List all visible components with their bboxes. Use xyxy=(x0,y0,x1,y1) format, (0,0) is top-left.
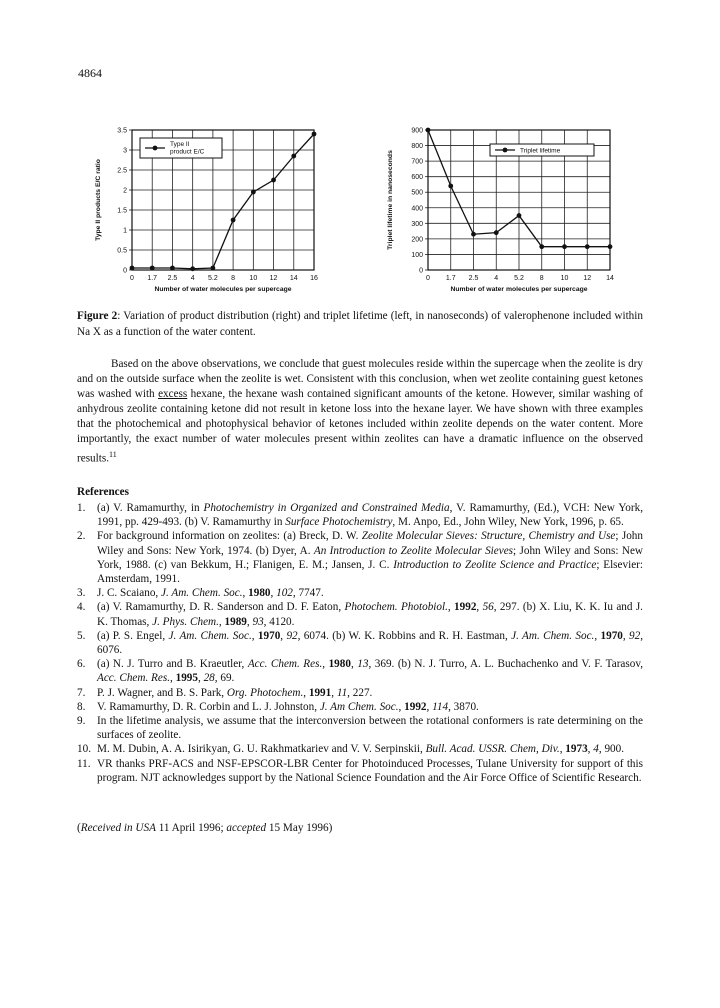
reference-text: 13 xyxy=(357,658,369,671)
reference-text: J. Phys. Chem. xyxy=(152,615,219,628)
y-tick-label: 300 xyxy=(411,220,423,228)
reference-item xyxy=(77,586,643,600)
reference-text: (a) V. Ramamurthy, in xyxy=(97,502,204,514)
reference-text: 1995 xyxy=(175,672,198,685)
reference-text: 93 xyxy=(252,615,264,628)
reference-text: V. Ramamurthy, D. R. Corbin and L. J. Johnston, xyxy=(97,700,320,713)
reference-text: , M. Anpo, Ed., John Wiley, New York, 1996, p. 65. xyxy=(392,516,624,529)
x-tick-label: 1.7 xyxy=(147,275,158,282)
data-point xyxy=(448,184,453,189)
data-point xyxy=(251,190,256,195)
reference-text: (a) P. S. Engel, xyxy=(97,629,169,642)
reference-text: , xyxy=(251,629,258,642)
data-point xyxy=(517,213,522,218)
data-point xyxy=(312,132,317,137)
reference-text: In the lifetime analysis, we assume that the interconversion between the rotational conformers is rate determining on the surfaces of zeolite. xyxy=(97,715,643,742)
reference-text: 28 xyxy=(203,672,215,685)
data-point xyxy=(585,244,590,249)
reference-text: , xyxy=(197,672,204,685)
reference-item xyxy=(77,742,643,756)
reference-text: , xyxy=(587,743,594,756)
reference-text: 1980 xyxy=(328,658,351,671)
reference-text: , xyxy=(447,601,455,614)
reference-number: 4. xyxy=(77,601,86,614)
x-tick-label: 12 xyxy=(269,275,278,282)
data-point xyxy=(170,266,175,271)
reference-text: , 369. (b) N. J. Turro, A. L. Buchachenko and V. F. Tarasov, xyxy=(368,658,644,671)
reference-text: , xyxy=(303,686,309,699)
reference-text: Zeolite Molecular Sieves: Structure, Chemistry and Use xyxy=(361,530,616,543)
page-number: 4864 xyxy=(78,66,102,80)
reference-text: , xyxy=(426,700,433,713)
reference-number: 7. xyxy=(77,686,86,699)
y-tick-label: 500 xyxy=(411,189,423,197)
reference-text: 92 xyxy=(286,629,298,642)
data-point xyxy=(210,266,215,271)
received-open: ( xyxy=(77,822,81,834)
x-tick-label: 10 xyxy=(560,275,569,282)
reference-text: 56 xyxy=(482,601,494,614)
reference-text: , xyxy=(218,615,225,628)
reference-item xyxy=(77,629,643,657)
data-point xyxy=(130,266,135,271)
reference-text: 1973 xyxy=(565,743,588,756)
y-axis-label: Triplet lifetime in nanoseconds xyxy=(387,150,394,250)
reference-text: , xyxy=(270,587,277,600)
reference-number: 5. xyxy=(77,629,86,642)
reference-number: 6. xyxy=(77,658,86,671)
reference-text: 92 xyxy=(629,629,641,642)
reference-text: 1970 xyxy=(257,629,281,642)
reference-text: Photochemistry in Organized and Constrained Media xyxy=(203,502,450,514)
x-tick-label: 4 xyxy=(190,275,195,282)
x-tick-label: 5.2 xyxy=(514,275,524,282)
reference-text: 1992 xyxy=(404,700,427,713)
reference-text: Org. Photochem. xyxy=(226,686,304,699)
figure-caption-text: : Variation of product distribution (right) and triplet lifetime (left, in nanoseconds) of valerophenone included within Na X as a function of the water content. xyxy=(77,310,643,338)
y-tick-label: 200 xyxy=(411,236,423,244)
x-tick-label: 12 xyxy=(583,275,592,282)
reference-item xyxy=(77,700,643,714)
y-tick-label: 0 xyxy=(123,267,127,275)
reference-text: , xyxy=(559,743,566,756)
reference-text: VR thanks PRF-ACS and NSF-EPSCOR-LBR Center for Photoinduced Processes, Tulane University for support of this program. NJT acknowledges support by the National Science Foundation and the Air Force Office of Scientific Research. xyxy=(97,757,643,784)
reference-text: P. J. Wagner, and B. S. Park, xyxy=(97,686,227,699)
received-label: Received in USA xyxy=(80,822,156,834)
reference-item xyxy=(77,714,643,742)
reference-text: , 4120. xyxy=(263,615,295,628)
data-point xyxy=(150,266,155,271)
x-tick-label: 2.5 xyxy=(468,275,479,282)
reference-text: 114 xyxy=(432,700,449,713)
reference-text: , xyxy=(170,672,176,685)
legend-marker xyxy=(153,146,158,151)
reference-text: 102 xyxy=(276,587,293,600)
x-tick-label: 2.5 xyxy=(167,275,178,282)
reference-text: , xyxy=(331,686,337,699)
body-text-underlined: excess xyxy=(158,388,188,400)
reference-text: Introduction to Zeolite Science and Practice xyxy=(393,558,597,571)
y-tick-label: 3 xyxy=(123,147,127,155)
y-tick-label: 800 xyxy=(411,143,423,151)
reference-text: For background information on zeolites: (a) Breck, D. W. xyxy=(97,530,362,543)
y-tick-label: 1 xyxy=(123,227,127,235)
reference-number: 3. xyxy=(77,587,86,600)
y-tick-label: 3.5 xyxy=(117,127,127,135)
reference-text: , 6076. xyxy=(97,629,644,657)
data-point xyxy=(271,178,276,183)
references-heading: References xyxy=(77,486,129,498)
reference-text: ; John Wiley and Sons: New York, 1974. (b) Dyer, A. xyxy=(97,530,643,557)
reference-text: An Introduction to Zeolite Molecular Sieves xyxy=(313,544,514,557)
reference-text: , xyxy=(242,587,249,600)
reference-text: , 900. xyxy=(598,743,625,756)
reference-text: 1992 xyxy=(454,601,477,614)
y-tick-label: 0.5 xyxy=(117,247,127,255)
reference-text: , xyxy=(350,658,358,671)
y-tick-label: 100 xyxy=(411,251,423,259)
body-paragraph xyxy=(77,357,643,467)
reference-text: M. M. Dubin, A. A. Isirikyan, G. U. Rakhmatkariev and V. V. Serpinskii, xyxy=(97,743,426,756)
data-point xyxy=(426,128,431,133)
legend-label: Triplet lifetime xyxy=(520,147,561,155)
data-point xyxy=(471,232,476,237)
reference-text: ; John Wiley and Sons: New York, 1988. (c) van Bekkum, H.; Flanigen, E. M.; Jansen, J. C. xyxy=(97,544,643,571)
y-tick-label: 2.5 xyxy=(117,167,127,175)
reference-text: J. Am Chem. Soc. xyxy=(319,700,399,713)
reference-text: , xyxy=(594,629,601,642)
reference-text: J. Am. Chem. Soc. xyxy=(511,629,595,642)
data-point xyxy=(190,266,195,271)
reference-text: 4 xyxy=(593,743,599,756)
reference-text: , xyxy=(622,629,630,642)
reference-text: , 297. (b) X. Liu, K. K. Iu and J. K. Thomas, xyxy=(97,601,643,628)
reference-text: ; Elsevier: Amsterdam, 1991. xyxy=(97,558,644,586)
x-tick-label: 10 xyxy=(249,275,258,282)
x-tick-label: 4 xyxy=(494,275,499,282)
reference-text: , 227. xyxy=(347,686,373,699)
reference-text: , 6074. (b) W. K. Robbins and R. H. Eastman, xyxy=(297,629,512,642)
x-tick-label: 0 xyxy=(130,275,134,282)
reference-text: 1970 xyxy=(600,629,623,642)
reference-text: Acc. Chem. Res. xyxy=(97,672,171,685)
y-tick-label: 1.5 xyxy=(117,207,127,215)
reference-number: 8. xyxy=(77,700,86,713)
accepted-label: accepted xyxy=(226,822,267,834)
y-tick-label: 2 xyxy=(123,187,127,195)
references-list xyxy=(77,501,643,785)
data-point xyxy=(231,218,236,223)
y-tick-label: 700 xyxy=(411,158,423,166)
reference-text: 1980 xyxy=(248,587,271,600)
figure-label: Figure 2 xyxy=(77,310,118,322)
reference-text: , V. Ramamurthy, (Ed.), VCH: New York, 1991, pp. 429-493. (b) V. Ramamurthy in xyxy=(97,502,643,529)
reference-text: Acc. Chem. Res. xyxy=(247,658,323,671)
y-axis-label: Type II products E/C ratio xyxy=(95,159,102,241)
reference-item xyxy=(77,600,643,628)
reference-number: 11. xyxy=(77,757,91,770)
reference-text: (a) N. J. Turro and B. Kraeutler, xyxy=(97,658,248,671)
reference-text: J. C. Scaiano, xyxy=(97,587,162,600)
data-point xyxy=(539,244,544,249)
reference-text: J. Am. Chem. Soc. xyxy=(161,587,243,600)
body-text-part1: Based on the above observations, we conclude that guest molecules reside within the supercage when the zeolite is dry and on the outside surface when the zeolite is wet. Consistent with this conclusion, when wet zeolite containing guest ketones was washed with xyxy=(77,358,643,400)
x-tick-label: 0 xyxy=(426,275,430,282)
reference-item xyxy=(77,657,643,685)
reference-text: , 7747. xyxy=(292,587,324,600)
reference-text: Bull. Acad. USSR. Chem, Div. xyxy=(425,743,560,756)
y-tick-label: 400 xyxy=(411,205,423,213)
reference-text: 1989 xyxy=(224,615,247,628)
y-tick-label: 0 xyxy=(419,267,423,275)
reference-mark: 11 xyxy=(109,450,117,459)
x-axis-label: Number of water molecules per supercage xyxy=(450,286,588,293)
reference-number: 9. xyxy=(77,715,86,728)
x-tick-label: 5.2 xyxy=(208,275,218,282)
data-point xyxy=(494,230,499,235)
reference-item xyxy=(77,529,643,586)
reference-text: , xyxy=(398,700,405,713)
x-tick-label: 14 xyxy=(606,275,614,282)
reference-text: , xyxy=(476,601,483,614)
x-tick-label: 14 xyxy=(289,275,298,282)
reference-number: 2. xyxy=(77,530,86,543)
reference-text: , xyxy=(246,615,253,628)
y-tick-label: 600 xyxy=(411,174,423,182)
accepted-date: 15 May 1996) xyxy=(266,822,333,834)
chart-right xyxy=(386,118,621,303)
figure-caption xyxy=(77,308,643,340)
reference-number: 1. xyxy=(77,502,86,514)
data-point xyxy=(608,244,613,249)
x-tick-label: 8 xyxy=(231,275,236,282)
legend-marker xyxy=(503,148,508,153)
reference-text: , xyxy=(322,658,329,671)
received-line xyxy=(77,822,332,834)
x-tick-label: 8 xyxy=(539,275,544,282)
x-axis-label: Number of water molecules per supercage xyxy=(154,286,292,293)
reference-text: , 3870. xyxy=(448,700,479,713)
reference-text: 1991 xyxy=(308,686,332,699)
reference-text: (a) V. Ramamurthy, D. R. Sanderson and D. F. Eaton, xyxy=(97,601,345,614)
chart-left xyxy=(90,118,325,303)
reference-item xyxy=(77,757,643,785)
y-tick-label: 900 xyxy=(411,127,423,135)
reference-text: , xyxy=(280,629,287,642)
reference-text: Photochem. Photobiol. xyxy=(344,601,448,614)
body-text-part2: hexane, the hexane wash contained significant amounts of the ketone. However, similar washing of anhydrous zeolite containing ketone did not result in ketone loss into the hexane layer. We have shown with three examples that the photochemical and photophysical behavior of ketones included within zeolite depends on the water content. More importantly, the exact number of water molecules present within zeolites can have a dramatic influence on the observed results. xyxy=(77,388,643,465)
reference-text: J. Am. Chem. Soc. xyxy=(168,629,252,642)
reference-item xyxy=(77,501,643,529)
reference-text: Surface Photochemistry xyxy=(285,516,393,529)
reference-text: , 69. xyxy=(214,672,235,685)
reference-text: 11 xyxy=(336,686,348,699)
reference-number: 10. xyxy=(77,743,91,756)
x-tick-label: 1.7 xyxy=(445,275,456,282)
reference-item xyxy=(77,686,643,700)
received-date: 11 April 1996; xyxy=(155,822,227,834)
data-point xyxy=(562,244,567,249)
data-point xyxy=(291,154,296,159)
legend-label: Type II product E/C xyxy=(170,141,205,156)
x-tick-label: 16 xyxy=(310,275,318,282)
